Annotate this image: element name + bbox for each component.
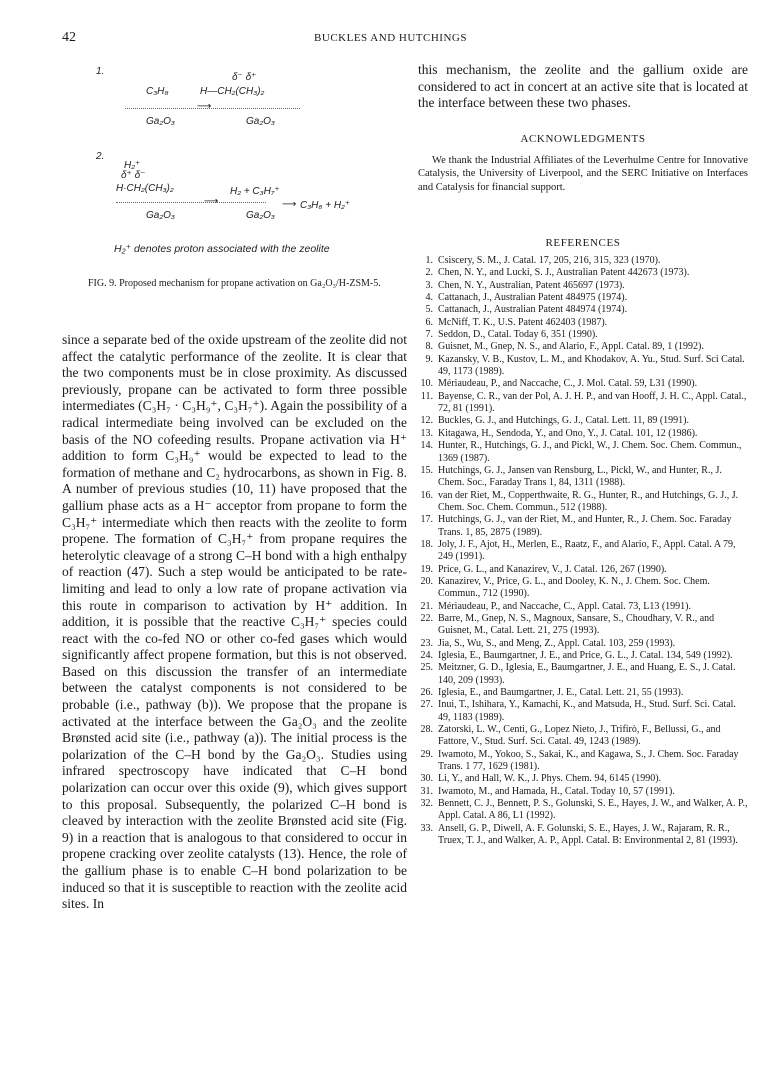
reference-item: [418, 687, 750, 699]
reference-text: Cattanach, J., Australian Patent 484974 (1974).: [438, 304, 628, 316]
reference-number: 21.: [420, 600, 433, 612]
step2-proton: H₂⁺: [124, 160, 141, 171]
reference-text: Zatorski, L. W., Centi, G., Lopez Nieto, J., Trifirò, F., Bellussi, G., and Fattore, V., Stud. Surf. Sci. Catal. 49, 1243 (1989).: [438, 724, 721, 748]
reference-text: Hutchings, G. J., van der Riet, M., and Hunter, R., J. Chem. Soc. Faraday Trans. 1, 85, 2875 (1989).: [438, 514, 732, 538]
reference-text: Chen, N. Y., and Lucki, S. J., Australian Patent 442673 (1973).: [438, 267, 690, 279]
reference-number: 28.: [420, 724, 433, 736]
left-column-text: [62, 332, 407, 913]
figure-caption: FIG. 9. Proposed mechanism for propane activation on Ga₂O₃/H-ZSM-5.: [88, 278, 381, 289]
reference-item: [418, 378, 750, 390]
reference-number: 26.: [420, 687, 433, 699]
reference-text: Price, G. L., and Kanazirev, V., J. Catal. 126, 267 (1990).: [438, 563, 667, 575]
reference-text: Iglesia, E., and Baumgartner, J. E., Catal. Lett. 21, 55 (1993).: [438, 687, 684, 699]
right-column-text: [418, 62, 748, 112]
step2-label: 2.: [96, 151, 105, 162]
body-paragraph-continued: this mechanism, the zeolite and the gallium oxide are considered to act in concert at an active site that is located at the interface between these two phases.: [418, 62, 748, 111]
step1-label: 1.: [96, 66, 105, 77]
step2-arrow1: ⟶: [204, 196, 219, 207]
reference-text: Kazansky, V. B., Kustov, L. M., and Khodakov, A. Yu., Stud. Surf. Sci Catal. 49, 1173 (1989).: [438, 353, 745, 378]
reference-number: 16.: [420, 489, 433, 501]
reference-item: [418, 724, 750, 749]
reference-item: [418, 304, 750, 316]
step1-adsorbed: H—CH₂(CH₃)₂: [200, 86, 265, 97]
reference-number: 23.: [420, 637, 433, 649]
scheme-note: H₂⁺ denotes proton associated with the zeolite: [114, 243, 330, 255]
step2-product: C₃H₆ + H₂⁺: [300, 200, 351, 211]
reference-item: [418, 354, 750, 379]
reference-number: 17.: [420, 514, 433, 526]
reference-item: [418, 749, 750, 774]
reference-text: Bennett, C. J., Bennett, P. S., Golunski, S. E., Hayes, J. W., and Walker, A. P., Appl. Catal. A 86, L1 (1992).: [438, 798, 748, 822]
reference-number: 3.: [425, 279, 433, 291]
reference-number: 4.: [425, 292, 433, 304]
reference-text: Mériaudeau, P., and Naccache, C., J. Mol. Catal. 59, L31 (1990).: [438, 378, 698, 390]
reference-number: 30.: [420, 773, 433, 785]
reference-item: [418, 280, 750, 292]
reference-text: Iwamoto, M., and Hamada, H., Catal. Today 10, 57 (1991).: [438, 785, 675, 797]
step1-surface-left: Ga₂O₃: [146, 116, 175, 127]
reference-number: 10.: [420, 378, 433, 390]
reference-text: Barre, M., Gnep, N. S., Magnoux, Sansare, S., Choudhary, V. R., and Guisnet, M., Catal. Lett. 21, 275 (1993).: [438, 612, 715, 637]
reference-text: Hutchings, G. J., Jansen van Rensburg, L., Pickl, W., and Hunter, R., J. Chem. Soc., Faraday Trans 1, 84, 1311 (1988).: [438, 464, 722, 489]
reference-number: 19.: [420, 563, 433, 575]
reference-item: [418, 699, 750, 724]
step2-surface-left: Ga₂O₃: [146, 210, 175, 221]
reference-text: Meitzner, G. D., Iglesia, E., Baumgartner, J. E., and Huang, E. S., J. Catal. 140, 209 (1993).: [438, 662, 736, 686]
reference-text: Ansell, G. P., Diwell, A. F. Golunski, S. E., Hayes, J. W., Rajaram, R. R., Truex, T. J., and Walker, A. P., Appl. Catal. B: Environmental 2, 81 (1993).: [438, 822, 738, 847]
page-number: 42: [62, 30, 76, 45]
reference-text: Buckles, G. J., and Hutchings, G. J., Catal. Lett. 11, 89 (1991).: [438, 415, 689, 427]
reference-number: 31.: [420, 785, 433, 797]
step1-reactant: C₃H₈: [146, 86, 169, 97]
reference-item: [418, 786, 750, 798]
acknowledgments-heading: ACKNOWLEDGMENTS: [520, 133, 646, 145]
step2-surface-line: [116, 202, 266, 203]
reference-text: Bayense, C. R., van der Pol, A. J. H. P., and van Hooff, J. H. C., Appl. Catal., 72, 81 (1991).: [438, 390, 747, 415]
acknowledgments-text: We thank the Industrial Affiliates of the Leverhulme Centre for Innovative Catalysis, the University of Liverpool, and the SERC Initiative on Interfaces and Catalysis for financial support.: [418, 155, 748, 193]
reference-item: [418, 317, 750, 329]
reference-number: 9.: [425, 353, 433, 365]
reference-item: [418, 465, 750, 490]
reference-number: 2.: [425, 267, 433, 279]
references-heading: REFERENCES: [545, 237, 621, 249]
reference-text: Li, Y., and Hall, W. K., J. Phys. Chem. 94, 6145 (1990).: [438, 773, 662, 785]
step1-surface-right: Ga₂O₃: [246, 116, 275, 127]
step1-surface-line: [125, 108, 300, 109]
step2-charges: δ⁺ δ⁻: [121, 170, 146, 181]
reference-item: [418, 773, 750, 785]
reference-item: [418, 823, 750, 848]
reference-text: Guisnet, M., Gnep, N. S., and Alario, F., Appl. Catal. 89, 1 (1992).: [438, 341, 704, 353]
reference-item: [418, 576, 750, 601]
reference-number: 1.: [425, 255, 433, 266]
reference-item: [418, 490, 750, 515]
reference-number: 15.: [420, 464, 433, 476]
reference-number: 20.: [420, 575, 433, 587]
reference-number: 33.: [420, 822, 433, 834]
reference-number: 11.: [420, 390, 433, 402]
reference-text: Mériaudeau, P., and Naccache, C., Appl. Catal. 73, L13 (1991).: [438, 600, 691, 612]
running-title: BUCKLES AND HUTCHINGS: [314, 32, 467, 44]
reference-item: [418, 514, 750, 539]
references-list: [418, 255, 750, 848]
reference-number: 24.: [420, 650, 433, 661]
reference-text: Iwamoto, M., Yokoo, S., Sakai, K., and Kagawa, S., J. Chem. Soc. Faraday Trans. 1 77, 1629 (1981).: [438, 748, 739, 773]
step2-arrow2: ⟶: [282, 199, 297, 210]
reference-number: 27.: [420, 699, 433, 711]
reference-number: 14.: [420, 440, 433, 452]
step2-adsorbed: H·CH₂(CH₃)₂: [116, 183, 174, 194]
reference-number: 22.: [420, 612, 433, 624]
reference-item: [418, 662, 750, 687]
reference-text: Inui, T., Ishihara, Y., Kamachi, K., and Matsuda, H., Stud. Surf. Sci. Catal. 49, 1183 (1989).: [438, 699, 736, 723]
reference-item: [418, 341, 750, 353]
reference-number: 7.: [425, 329, 433, 341]
reference-item: [418, 267, 750, 279]
reference-text: Joly, J. F., Ajot, H., Merlen, E., Raatz, F., and Alario, F., Appl. Catal. A 79, 249 (1991).: [438, 538, 736, 563]
reference-text: Cattanach, J., Australian Patent 484975 (1974).: [438, 292, 628, 304]
step1-arrow: ⟶: [197, 101, 212, 112]
reference-text: Seddon, D., Catal. Today 6, 351 (1990).: [438, 329, 598, 341]
reference-number: 25.: [420, 662, 433, 674]
reference-number: 18.: [420, 538, 433, 550]
reference-item: [418, 601, 750, 613]
step2-surface-right: Ga₂O₃: [246, 210, 275, 221]
reference-text: Jia, S., Wu, S., and Meng, Z., Appl. Catal. 103, 259 (1993).: [438, 637, 676, 649]
reference-text: Csiscery, S. M., J. Catal. 17, 205, 216, 315, 323 (1970).: [438, 255, 661, 266]
reference-item: [418, 391, 750, 416]
reference-number: 12.: [420, 415, 433, 427]
reference-text: McNiff, T. K., U.S. Patent 462403 (1987).: [438, 316, 608, 328]
reference-item: [418, 564, 750, 576]
step1-charges: δ⁻ δ⁺: [232, 72, 257, 83]
reference-number: 6.: [425, 316, 433, 328]
reference-text: Chen, N. Y., Australian, Patent 465697 (1973).: [438, 279, 625, 291]
reference-number: 5.: [425, 304, 433, 316]
reference-item: [418, 415, 750, 427]
reference-item: [418, 638, 750, 650]
reference-item: [418, 650, 750, 662]
reference-number: 29.: [420, 748, 433, 760]
reference-item: [418, 428, 750, 440]
reference-number: 32.: [420, 798, 433, 810]
reference-item: [418, 613, 750, 638]
reference-item: [418, 329, 750, 341]
reference-item: [418, 440, 750, 465]
reference-item: [418, 255, 750, 267]
reference-item: [418, 539, 750, 564]
reference-text: Iglesia, E., Baumgartner, J. E., and Price, G. L., J. Catal. 134, 549 (1992).: [438, 650, 733, 661]
reference-text: Hunter, R., Hutchings, G. J., and Pickl, W., J. Chem. Soc. Chem. Commun., 1369 (1987).: [438, 440, 742, 464]
reference-item: [418, 798, 750, 823]
reference-text: van der Riet, M., Copperthwaite, R. G., Hunter, R., and Hutchings, G. J., J. Chem. Soc. Chem. Commun., 512 (1988).: [438, 489, 739, 513]
body-paragraph: since a separate bed of the oxide upstream of the zeolite did not affect the catalytic performance of the zeolite. It is clear that the two components must be in close proximity. As discussed previously, propane can be activated to form three possible intermediates (C₃H₇ · C₃H₉⁺, C₃H₇⁺). Again the possibility of a radical intermediate being involved can be excluded on the basis of the NO cofeeding results. Propane activation via H⁺ addition to form C₃H₉⁺ would be expected to lead to the formation of methane and C₂ hydrocarbons, as shown in Fig. 8. A number of previous studies (10, 11) have proposed that the gallium phase acts as a H⁻ acceptor from propane to form the C₃H₇⁺ intermediate which then reacts with the zeolite to form propene. The formation of C₃H₇⁺ from propane requires the heterolytic cleavage of a strong C–H bond with a high enthalpy of reaction (47). Such a step would be anticipated to be rate-limiting and lead to only a low rate of propane activation via this route in comparison to activation by H⁺ addition. In addition, it is possible that the reactive C₃H₇⁺ species could react with the co-fed NO or other co-fed gases which would significantly affect propene formation, but this is not observed. Based on this discussion the transfer of an intermediate between the catalyst components is not considered to be probable (i.e., pathway (b)). We propose that the propane is activated at the interface between the Ga₂O₃ and the zeolite Brønsted acid site (i.e., pathway (a)). The initial process is the polarization of the C–H bond by the Ga₂O₃. Studies using infrared spectroscopy have indicated that C–H bond polarization can occur over this oxide (9), which gives support to this proposal. Subsequently, the polarized C–H bond is cleaved by interaction with the zeolite Brønsted acid site (Fig. 9) in a reaction that is analogous to that considered to occur in propene cracking over zeolite catalysts (13). Hence, the role of the gallium phase is to enable C–H bond polarization to be induced so that it is susceptible to reaction with the zeolite acid sites. In: [62, 332, 407, 912]
reference-text: Kanazirev, V., Price, G. L., and Dooley, K. N., J. Chem. Soc. Chem. Commun., 712 (1990).: [438, 575, 710, 600]
reference-text: Kitagawa, H., Sendoda, Y., and Ono, Y., J. Catal. 101, 12 (1986).: [438, 427, 698, 439]
step2-intermediate: H₂ + C₃H₇⁺: [230, 186, 280, 197]
reference-number: 8.: [425, 341, 433, 353]
reference-item: [418, 292, 750, 304]
reference-number: 13.: [420, 427, 433, 439]
